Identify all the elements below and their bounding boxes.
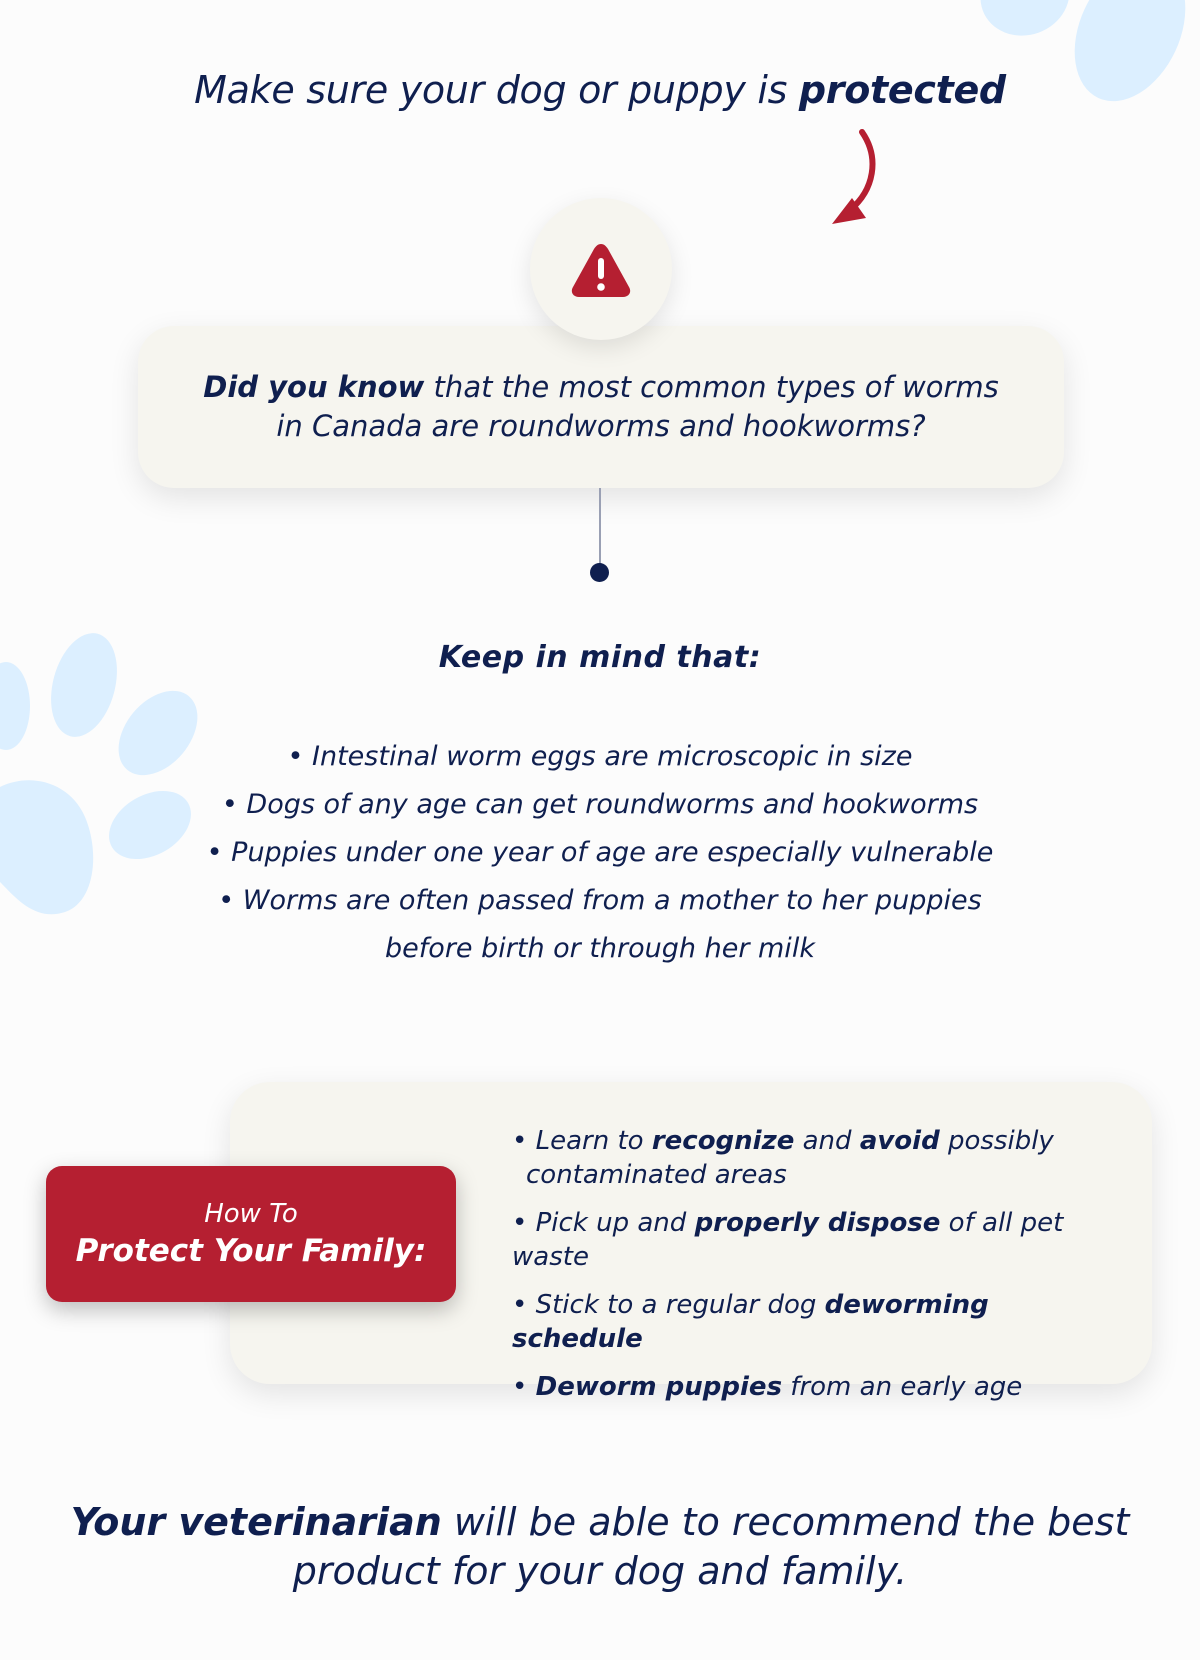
did-you-know-line2: in Canada are roundworms and hookworms? bbox=[276, 409, 926, 443]
footer-message bbox=[0, 1498, 1200, 1596]
bullet: • bbox=[512, 1290, 536, 1320]
keep-in-mind-list bbox=[0, 733, 1200, 973]
item-text: contaminated areas bbox=[526, 1160, 787, 1190]
connector-line bbox=[599, 488, 601, 568]
protect-label-small: How To bbox=[204, 1199, 298, 1229]
item-text: Learn to bbox=[535, 1126, 652, 1156]
item-emphasis: deworming schedule bbox=[512, 1290, 989, 1354]
list-item bbox=[512, 1124, 1112, 1192]
list-item: • Worms are often passed from a mother to her puppies bbox=[218, 885, 982, 916]
item-emphasis: avoid bbox=[859, 1126, 940, 1156]
list-item: • Puppies under one year of age are especially vulnerable bbox=[206, 837, 994, 868]
alert-badge bbox=[530, 198, 672, 340]
bullet: • bbox=[512, 1372, 536, 1402]
list-item bbox=[512, 1206, 1112, 1274]
list-item bbox=[512, 1288, 1112, 1356]
footer-lead: Your veterinarian bbox=[70, 1500, 442, 1544]
warning-triangle-icon bbox=[570, 240, 632, 298]
connector-dot bbox=[590, 563, 609, 582]
item-text: Stick to a regular dog bbox=[535, 1290, 825, 1320]
item-text: and bbox=[794, 1126, 860, 1156]
item-text: of all pet waste bbox=[512, 1208, 1064, 1272]
item-emphasis: recognize bbox=[651, 1126, 795, 1156]
protect-family-label bbox=[46, 1166, 456, 1302]
bullet: • bbox=[512, 1208, 536, 1238]
footer-line1: will be able to recommend the best bbox=[441, 1500, 1130, 1544]
protect-list bbox=[512, 1124, 1112, 1418]
item-text: Pick up and bbox=[535, 1208, 695, 1238]
did-you-know-line1: that the most common types of worms bbox=[424, 370, 999, 404]
item-emphasis: Deworm puppies bbox=[535, 1372, 783, 1402]
did-you-know-lead: Did you know bbox=[203, 370, 425, 404]
headline-emphasis: protected bbox=[798, 68, 1006, 112]
list-item bbox=[512, 1370, 1112, 1404]
item-emphasis: properly dispose bbox=[694, 1208, 941, 1238]
keep-in-mind-heading: Keep in mind that: bbox=[438, 640, 762, 675]
footer-line2: product for your dog and family. bbox=[292, 1549, 908, 1593]
list-item: before birth or through her milk bbox=[385, 933, 815, 964]
curved-arrow-icon bbox=[822, 128, 892, 228]
protect-label-big: Protect Your Family: bbox=[75, 1233, 427, 1269]
item-text: possibly bbox=[939, 1126, 1054, 1156]
bullet: • bbox=[512, 1126, 536, 1156]
did-you-know-card bbox=[138, 326, 1064, 488]
list-item: • Dogs of any age can get roundworms and hookworms bbox=[221, 789, 979, 820]
headline bbox=[0, 68, 1200, 112]
item-text: from an early age bbox=[782, 1372, 1023, 1402]
list-item: • Intestinal worm eggs are microscopic in size bbox=[287, 741, 913, 772]
headline-text: Make sure your dog or puppy is bbox=[194, 68, 799, 112]
